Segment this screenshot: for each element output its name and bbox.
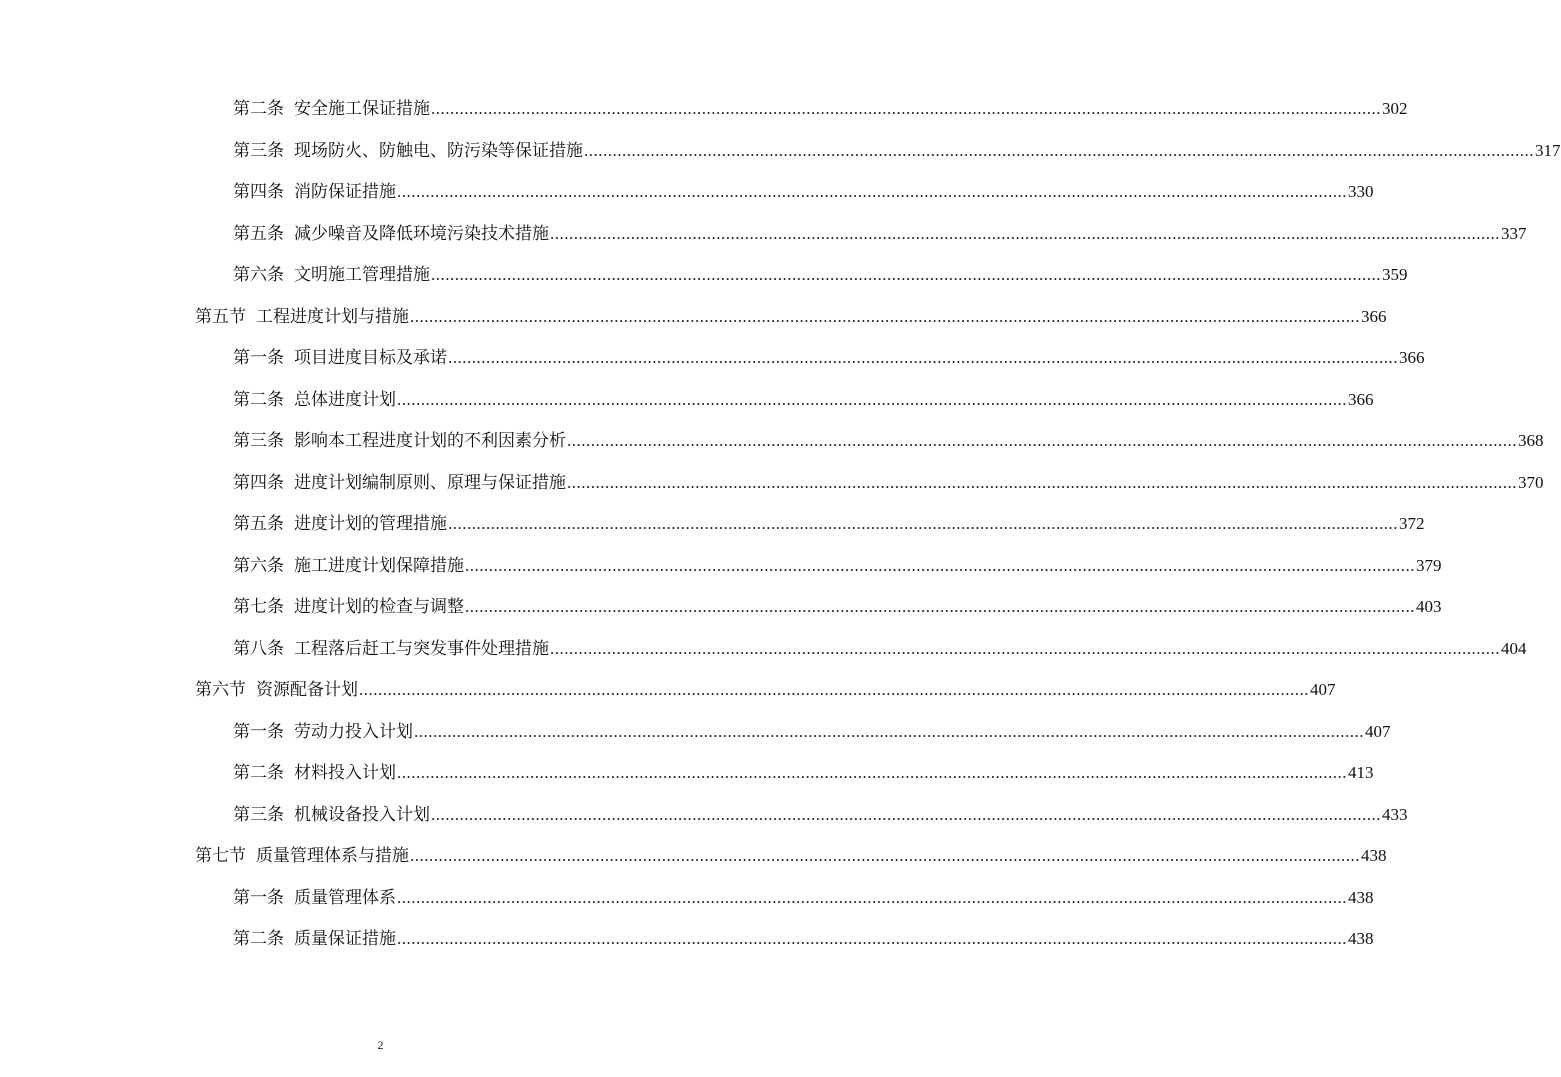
toc-dot-leader: ........................................................................................................................................................................................................ — [448, 514, 1398, 533]
toc-entry-number: 第六条 — [233, 265, 284, 285]
toc-entry-title: 影响本工程进度计划的不利因素分析 — [294, 431, 566, 451]
toc-entry-page: 302 — [1382, 99, 1408, 118]
toc-dot-leader: ........................................................................................................................................................................................................ — [397, 182, 1347, 201]
toc-article-entry[interactable] — [233, 387, 1374, 413]
toc-entry-page: 438 — [1348, 887, 1374, 907]
toc-entry-number: 第一条 — [233, 348, 284, 368]
toc-entry-title: 质量保证措施 — [294, 929, 396, 949]
toc-article-entry[interactable] — [233, 594, 1442, 620]
toc-article-entry[interactable] — [233, 470, 1544, 496]
toc-dot-leader: ........................................................................................................................................................................................................ — [410, 846, 1360, 865]
toc-entry-number: 第二条 — [233, 929, 284, 949]
toc-dot-leader: ........................................................................................................................................................................................................ — [567, 472, 1517, 492]
toc-dot-leader: ........................................................................................................................................................................................................ — [397, 763, 1347, 782]
toc-entry-page: 438 — [1348, 929, 1374, 948]
toc-article-entry[interactable] — [233, 553, 1442, 579]
toc-dot-leader: ........................................................................................................................................................................................................ — [550, 638, 1500, 658]
toc-article-entry[interactable] — [233, 262, 1408, 288]
toc-entry-title: 质量管理体系 — [294, 887, 396, 908]
toc-entry-number: 第二条 — [233, 763, 284, 783]
toc-article-entry[interactable] — [233, 926, 1374, 952]
toc-entry-page: 372 — [1399, 514, 1425, 533]
toc-article-entry[interactable] — [233, 428, 1544, 454]
toc-entry-page: 370 — [1518, 472, 1544, 492]
toc-entry-title: 材料投入计划 — [294, 763, 396, 783]
toc-entry-title: 项目进度目标及承诺 — [294, 348, 447, 368]
toc-entry-title: 工程进度计划与措施 — [256, 306, 409, 327]
toc-entry-page: 366 — [1348, 389, 1374, 409]
toc-entry-number: 第三条 — [233, 431, 284, 451]
toc-entry-page: 433 — [1382, 804, 1408, 824]
toc-entry-title: 施工进度计划保障措施 — [294, 555, 464, 576]
toc-article-entry[interactable] — [233, 345, 1425, 371]
toc-article-entry[interactable] — [233, 719, 1391, 745]
toc-entry-number: 第五条 — [233, 514, 284, 534]
toc-dot-leader: ........................................................................................................................................................................................................ — [410, 306, 1360, 326]
toc-entry-page: 337 — [1501, 223, 1527, 243]
toc-dot-leader: ........................................................................................................................................................................................................ — [397, 929, 1347, 948]
page-number: 2 — [377, 1038, 384, 1052]
toc-entry-page: 403 — [1416, 597, 1442, 616]
toc-dot-leader: ........................................................................................................................................................................................................ — [465, 555, 1415, 575]
toc-entry-title: 资源配备计划 — [256, 680, 358, 700]
toc-entry-page: 368 — [1518, 431, 1544, 450]
toc-dot-leader: ........................................................................................................................................................................................................ — [359, 680, 1309, 699]
toc-entry-title: 进度计划的管理措施 — [294, 514, 447, 534]
toc-article-entry[interactable] — [233, 885, 1374, 911]
toc-article-entry[interactable] — [233, 802, 1408, 828]
toc-section-entry[interactable] — [195, 677, 1336, 703]
toc-entry-page: 407 — [1310, 680, 1336, 699]
toc-article-entry[interactable] — [233, 221, 1527, 247]
toc-entry-title: 劳动力投入计划 — [294, 721, 413, 742]
toc-dot-leader: ........................................................................................................................................................................................................ — [567, 431, 1517, 450]
toc-entry-page: 366 — [1399, 348, 1425, 367]
toc-entry-page: 366 — [1361, 306, 1387, 326]
toc-entry-number: 第二条 — [233, 99, 284, 119]
toc-article-entry[interactable] — [233, 511, 1425, 537]
toc-entry-number: 第四条 — [233, 472, 284, 493]
toc-entry-title: 工程落后赶工与突发事件处理措施 — [294, 638, 549, 659]
toc-entry-page: 404 — [1501, 638, 1527, 658]
toc-entry-page: 317 — [1535, 140, 1561, 160]
toc-article-entry[interactable] — [233, 138, 1561, 164]
toc-entry-number: 第三条 — [233, 140, 284, 161]
toc-dot-leader: ........................................................................................................................................................................................................ — [397, 887, 1347, 907]
toc-entry-title: 机械设备投入计划 — [294, 804, 430, 825]
toc-article-entry[interactable] — [233, 760, 1374, 786]
toc-entry-number: 第一条 — [233, 721, 284, 742]
toc-entry-page: 379 — [1416, 555, 1442, 575]
toc-dot-leader: ........................................................................................................................................................................................................ — [431, 99, 1381, 118]
toc-entry-title: 减少噪音及降低环境污染技术措施 — [294, 223, 549, 244]
toc-dot-leader: ........................................................................................................................................................................................................ — [584, 140, 1534, 160]
toc-entry-title: 消防保证措施 — [294, 182, 396, 202]
toc-section-entry[interactable] — [195, 843, 1387, 869]
toc-entry-number: 第六条 — [233, 555, 284, 576]
toc-entry-number: 第五条 — [233, 223, 284, 244]
toc-entry-page: 407 — [1365, 721, 1391, 741]
toc-entry-title: 进度计划的检查与调整 — [294, 597, 464, 617]
toc-dot-leader: ........................................................................................................................................................................................................ — [414, 721, 1364, 741]
toc-dot-leader: ........................................................................................................................................................................................................ — [431, 804, 1381, 824]
toc-entry-number: 第七节 — [195, 846, 246, 866]
toc-entry-title: 总体进度计划 — [294, 389, 396, 410]
toc-entry-title: 进度计划编制原则、原理与保证措施 — [294, 472, 566, 493]
toc-entry-page: 413 — [1348, 763, 1374, 782]
toc-article-entry[interactable] — [233, 179, 1374, 205]
toc-entry-page: 438 — [1361, 846, 1387, 865]
toc-dot-leader: ........................................................................................................................................................................................................ — [431, 265, 1381, 284]
toc-entry-number: 第六节 — [195, 680, 246, 700]
toc-entry-title: 现场防火、防触电、防污染等保证措施 — [294, 140, 583, 161]
toc-entry-title: 安全施工保证措施 — [294, 99, 430, 119]
toc-dot-leader: ........................................................................................................................................................................................................ — [550, 223, 1500, 243]
toc-article-entry[interactable] — [233, 96, 1408, 122]
toc-entry-page: 330 — [1348, 182, 1374, 201]
toc-entry-page: 359 — [1382, 265, 1408, 284]
toc-entry-number: 第五节 — [195, 306, 246, 327]
toc-entry-title: 质量管理体系与措施 — [256, 846, 409, 866]
toc-entry-number: 第四条 — [233, 182, 284, 202]
toc-dot-leader: ........................................................................................................................................................................................................ — [465, 597, 1415, 616]
toc-entry-number: 第二条 — [233, 389, 284, 410]
toc-dot-leader: ........................................................................................................................................................................................................ — [397, 389, 1347, 409]
toc-entry-number: 第七条 — [233, 597, 284, 617]
toc-section-entry[interactable] — [195, 304, 1387, 330]
toc-article-entry[interactable] — [233, 636, 1527, 662]
toc-entry-number: 第八条 — [233, 638, 284, 659]
toc-entry-number: 第一条 — [233, 887, 284, 908]
toc-dot-leader: ........................................................................................................................................................................................................ — [448, 348, 1398, 367]
toc-entry-number: 第三条 — [233, 804, 284, 825]
toc-entry-title: 文明施工管理措施 — [294, 265, 430, 285]
